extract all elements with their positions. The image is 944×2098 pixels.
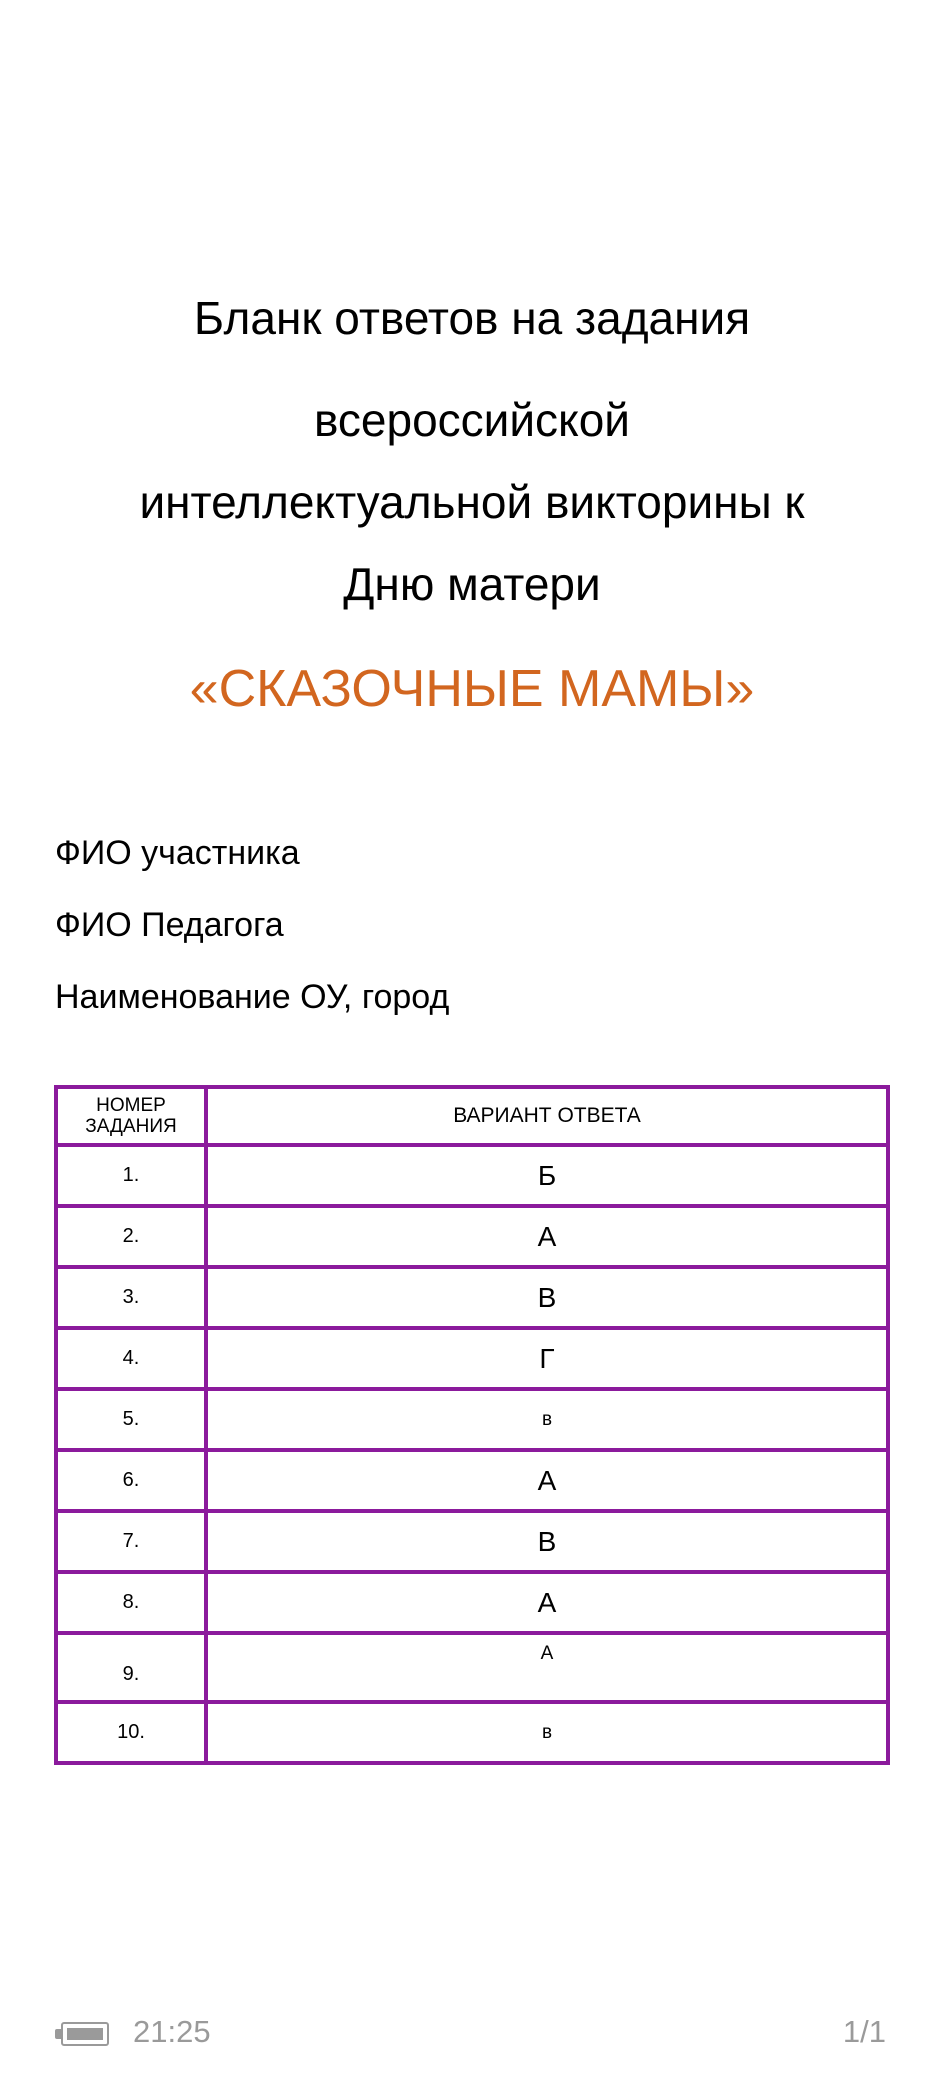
answer-cell: А [206, 1450, 888, 1511]
table-row [56, 1206, 888, 1267]
answer-cell: В [206, 1267, 888, 1328]
task-number: 9. [56, 1633, 206, 1702]
table-row [56, 1511, 888, 1572]
table-row [56, 1450, 888, 1511]
page-indicator: 1/1 [842, 2014, 886, 2049]
task-number: 10. [56, 1702, 206, 1763]
task-number: 2. [56, 1206, 206, 1267]
table-header-row [56, 1087, 888, 1145]
participant-name-label: ФИО участника [55, 834, 300, 872]
answer-cell: Б [206, 1145, 888, 1206]
title-line-3: интеллектуальной викторины к [139, 476, 805, 528]
teacher-name-label: ФИО Педагога [55, 906, 284, 944]
task-number: 8. [56, 1572, 206, 1633]
school-city-label: Наименование ОУ, город [55, 978, 450, 1016]
task-number: 3. [56, 1267, 206, 1328]
answer-cell: А [206, 1206, 888, 1267]
table-row [56, 1633, 888, 1702]
table-row [56, 1328, 888, 1389]
title-line-1: Бланк ответов на задания [193, 292, 751, 344]
quiz-name: «СКАЗОЧНЫЕ МАМЫ» [189, 660, 755, 718]
title-line-4: Дню матери [343, 558, 601, 610]
answer-cell: В [206, 1511, 888, 1572]
answer-cell: А [206, 1572, 888, 1633]
answer-table [54, 1085, 890, 1765]
header-task-number-line1: НОМЕР [96, 1095, 166, 1116]
task-number: 7. [56, 1511, 206, 1572]
title-line-2: всероссийской [314, 394, 630, 446]
answer-cell: Г [206, 1328, 888, 1389]
table-row [56, 1389, 888, 1450]
header-answer-variant: ВАРИАНТ ОТВЕТА [206, 1087, 888, 1145]
task-number: 5. [56, 1389, 206, 1450]
table-row [56, 1267, 888, 1328]
task-number: 6. [56, 1450, 206, 1511]
table-row [56, 1572, 888, 1633]
task-number: 1. [56, 1145, 206, 1206]
answer-cell: в [206, 1702, 888, 1763]
task-number: 4. [56, 1328, 206, 1389]
table-row [56, 1702, 888, 1763]
answer-cell: в [206, 1389, 888, 1450]
clock-time: 21:25 [133, 2014, 211, 2049]
answer-cell: А [206, 1633, 888, 1702]
battery-icon [55, 2022, 111, 2048]
header-task-number [56, 1087, 206, 1145]
header-task-number-line2: ЗАДАНИЯ [85, 1116, 177, 1137]
table-row [56, 1145, 888, 1206]
status-bar [0, 2010, 944, 2060]
